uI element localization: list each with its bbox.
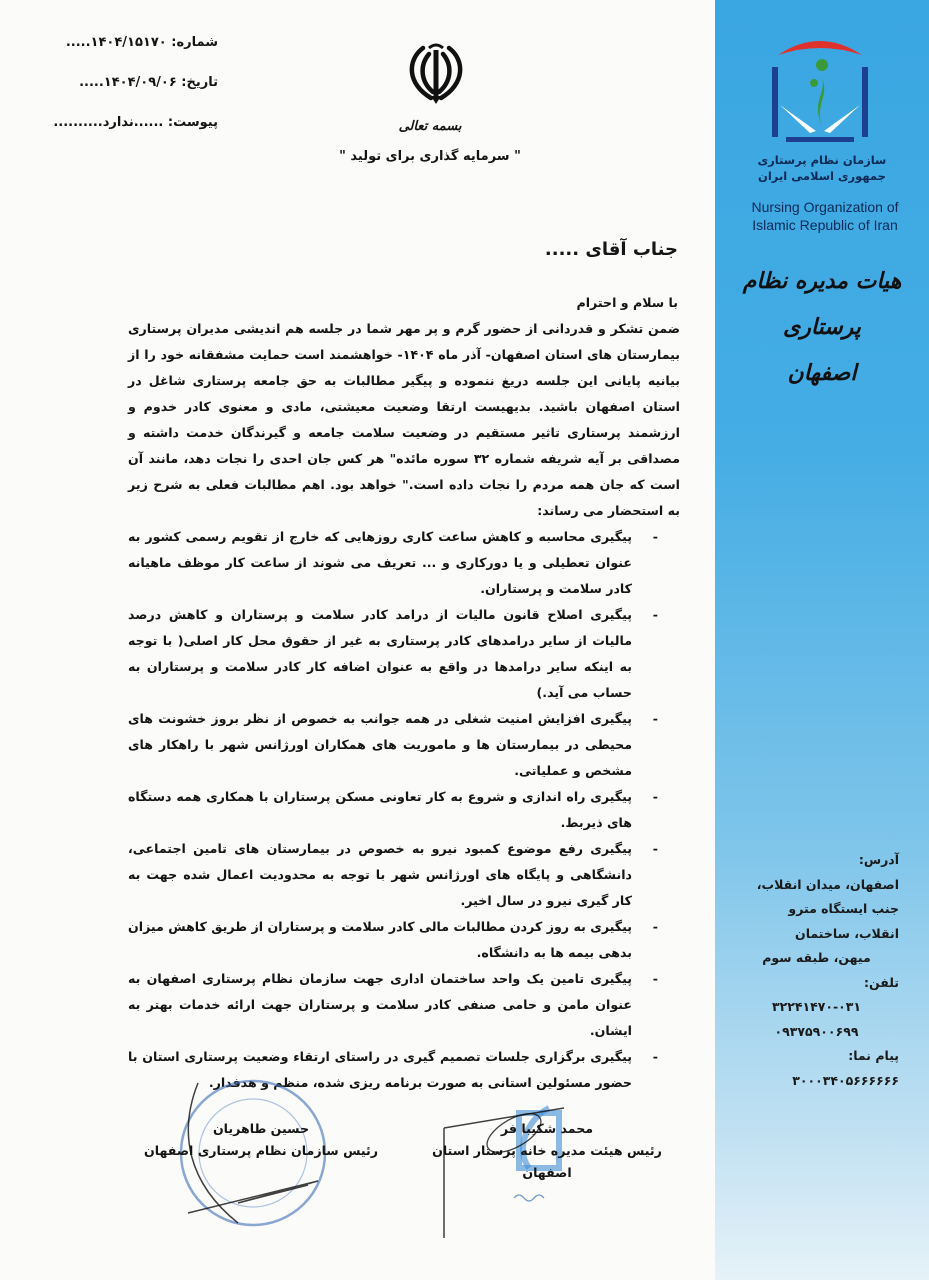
letter-body	[128, 290, 680, 1096]
organization-name-en: Nursing Organization of Islamic Republic of Iran	[751, 199, 899, 233]
list-item: - پیگیری محاسبه و کاهش ساعت کاری روزهایی که خارج از تقویم رسمی کشور به عنوان تعطیلی و یا دورکاری و ... تعریف می شوند از ساعت کار موظف ماهیانه کادر سلامت و پرستاران.	[128, 529, 658, 596]
list-item: - پیگیری تامین یک واحد ساختمان اداری جهت سازمان نظام پرستاری اصفهان به عنوان مامن و حامی صنفی کادر سلامت و پرستاران جهت ارائه خدمات بهتر به ایشان.	[128, 971, 658, 1038]
list-item: - پیگیری به روز کردن مطالبات مالی کادر سلامت و پرستاران از طریق کاهش میزان بدهی بیمه ها به دانشگاه.	[128, 919, 658, 960]
signer-name: محمد شکیبا فر	[500, 1121, 594, 1136]
address-line: انقلاب، ساختمان	[795, 925, 899, 941]
signature-block-right	[414, 1118, 680, 1184]
sms-number: ۳۰۰۰۳۴۰۵۶۶۶۶۶۶	[792, 1072, 899, 1088]
letter-meta	[18, 30, 218, 150]
address-line: جنب ایستگاه مترو	[788, 901, 899, 916]
bismillah: بسمه تعالی	[398, 119, 462, 134]
address-label: آدرس:	[858, 852, 899, 867]
signatures-row	[128, 1118, 680, 1184]
list-item: - پیگیری رفع موضوع کمبود نیرو به خصوص در بیمارستان های تامین اجتماعی، دانشگاهی و پایگاه های اورژانس شهر با توجه به محدودیت اعمال شده جهت به کار گیری نیرو در سال اخیر.	[128, 841, 658, 908]
list-item: - پیگیری برگزاری جلسات تصمیم گیری در راستای ارتقاء وضعیت پرستاری استان با حضور مسئولین استانی به صورت برنامه ریزی شده، منظم و هدفدار.	[128, 1049, 658, 1090]
address-line: اصفهان، میدان انقلاب،	[756, 876, 899, 892]
list-item: - پیگیری اصلاح قانون مالیات از درامد کادر سلامت و پرستاران و کاهش درصد مالیات از سایر درامدهای کادر پرستاری به غیر از حقوق محل کار اصلی( با توجه به اینکه سایر درامدها در واقع به عنوان اضافه کار کادر سلامت و پرستاران به حساب می آید.)	[128, 607, 658, 700]
signer-title: رئیس هیئت مدیره خانه پرستار استان اصفهان	[432, 1143, 662, 1180]
letter-date: تاریخ: ۱۴۰۴/۰۹/۰۶.....	[79, 75, 218, 90]
sms-label: پیام نما:	[848, 1048, 899, 1063]
contact-info	[724, 848, 899, 1093]
signature-text-left	[128, 1118, 394, 1162]
phone-number: ۳۲۲۴۱۴۷۰-۰۳۱	[771, 999, 862, 1014]
signature-block-left	[128, 1118, 394, 1184]
organization-name-fa: سازمان نظام پرستاری جمهوری اسلامی ایران	[757, 153, 887, 183]
list-item: - پیگیری راه اندازی و شروع به کار تعاونی مسکن پرستاران با همکاری همه دستگاه های ذیربط.	[128, 789, 658, 830]
signature-text-right	[414, 1118, 680, 1184]
greeting: با سلام و احترام	[576, 295, 678, 310]
phone-number: ۰۹۳۷۵۹۰۰۶۹۹	[774, 1023, 859, 1039]
address-line: میهن، طبقه سوم	[762, 950, 871, 965]
demands-list	[128, 524, 680, 1096]
recipient: جناب آقای .....	[544, 239, 678, 260]
letter-attachment: پیوست: ......ندارد..........	[53, 115, 218, 130]
letter-main	[128, 290, 680, 1184]
iran-emblem-icon	[405, 40, 467, 106]
signer-title: رئیس سازمان نظام پرستاری اصفهان	[143, 1143, 378, 1158]
list-item: - پیگیری افزایش امنیت شغلی در همه جوانب به خصوص از نظر بروز خشونت های محیطی در بیمارستان ها و ماموریت های همکاران اورژانس شهر با راهکار های مشخص و عملیاتی.	[128, 711, 658, 778]
phone-label: تلفن:	[863, 974, 899, 990]
motto: " سرمایه گذاری برای تولید "	[339, 149, 521, 164]
signer-name: حسین طاهریان	[212, 1121, 310, 1136]
board-name: هیات مدیره نظام پرستاری اصفهان	[742, 268, 902, 386]
letterhead-sidebar	[715, 0, 929, 1280]
letter-number: شماره: ۱۴۰۴/۱۵۱۷۰.....	[65, 35, 218, 50]
nursing-organization-logo-icon	[770, 35, 870, 147]
intro-paragraph: ضمن تشکر و قدردانی از حضور گرم و پر مهر شما در جلسه هم اندیشی مدیران پرستاری بیمارستان های استان اصفهان- آذر ماه ۱۴۰۴- خواهشمند است حمایت مشفقانه خود را از بیانیه پایانی این جلسه دریغ ننموده و پیگیر مطالبات به حق جامعه پرستاری شاغل در استان اصفهان باشید. بدیهیست ارتقا وضعیت معیشتی، مادی و معنوی کادر خدوم و ارزشمند پرستاری تاثیر مستقیم در وضعیت سلامت جامعه و گیرندگان خدمت داشته و مصداقی بر آیه شریفه شماره ۳۲ سوره مائده" هر کس جان احدی را نجات دهد، مانند آن است که جان همه مردم را نجات داده است." خواهد بود. اهم مطالبات فعلی به شرح زیر به استحضار می رساند:	[128, 321, 681, 518]
